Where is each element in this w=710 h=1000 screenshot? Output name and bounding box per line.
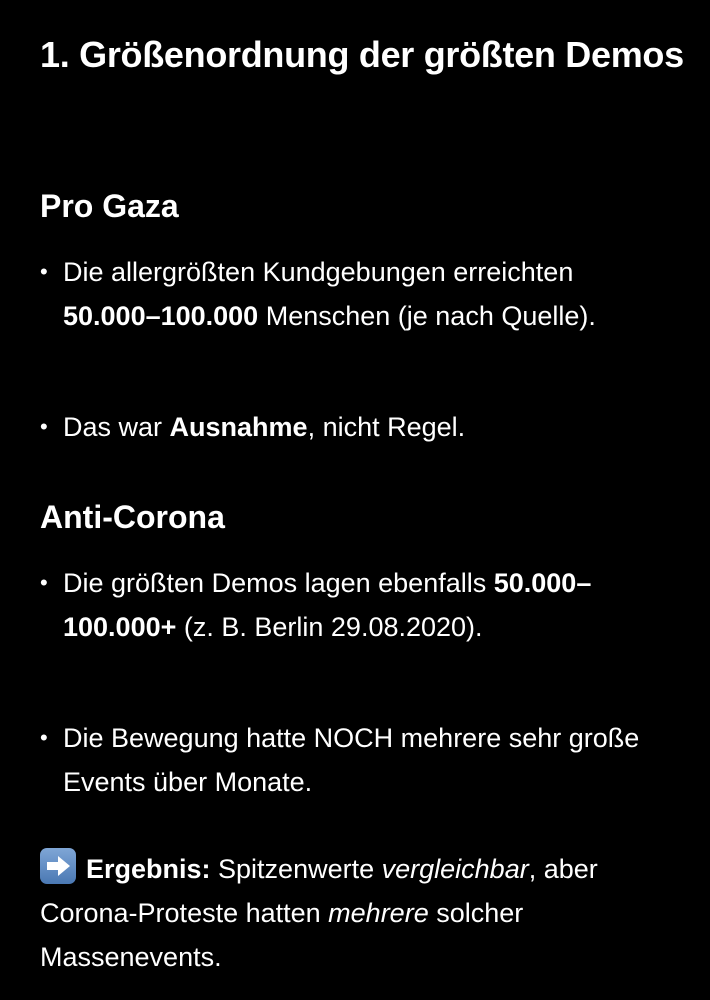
bullet-icon: •: [40, 259, 48, 284]
page-title: 1. Größenordnung der größten Demos: [40, 34, 684, 75]
result-paragraph: Ergebnis: Spitzenwerte vergleichbar, aber Corona-Proteste hatten mehrere solcher Massenevents.: [40, 847, 670, 979]
right-arrow-icon: [40, 848, 76, 884]
section-heading-anti-corona: Anti-Corona: [40, 499, 225, 535]
bullet-icon: •: [40, 725, 48, 750]
section-heading-pro-gaza: Pro Gaza: [40, 188, 179, 224]
bullet-icon: •: [40, 414, 48, 439]
list-item: • Das war Ausnahme, nicht Regel.: [40, 405, 690, 449]
list-item: • Die größten Demos lagen ebenfalls 50.000–100.000+ (z. B. Berlin 29.08.2020).: [40, 561, 610, 649]
list-item: • Die allergrößten Kundgebungen erreichten 50.000–100.000 Menschen (je nach Quelle).: [40, 250, 650, 338]
list-item: • Die Bewegung hatte NOCH mehrere sehr große Events über Monate.: [40, 716, 690, 804]
bullet-icon: •: [40, 570, 48, 595]
